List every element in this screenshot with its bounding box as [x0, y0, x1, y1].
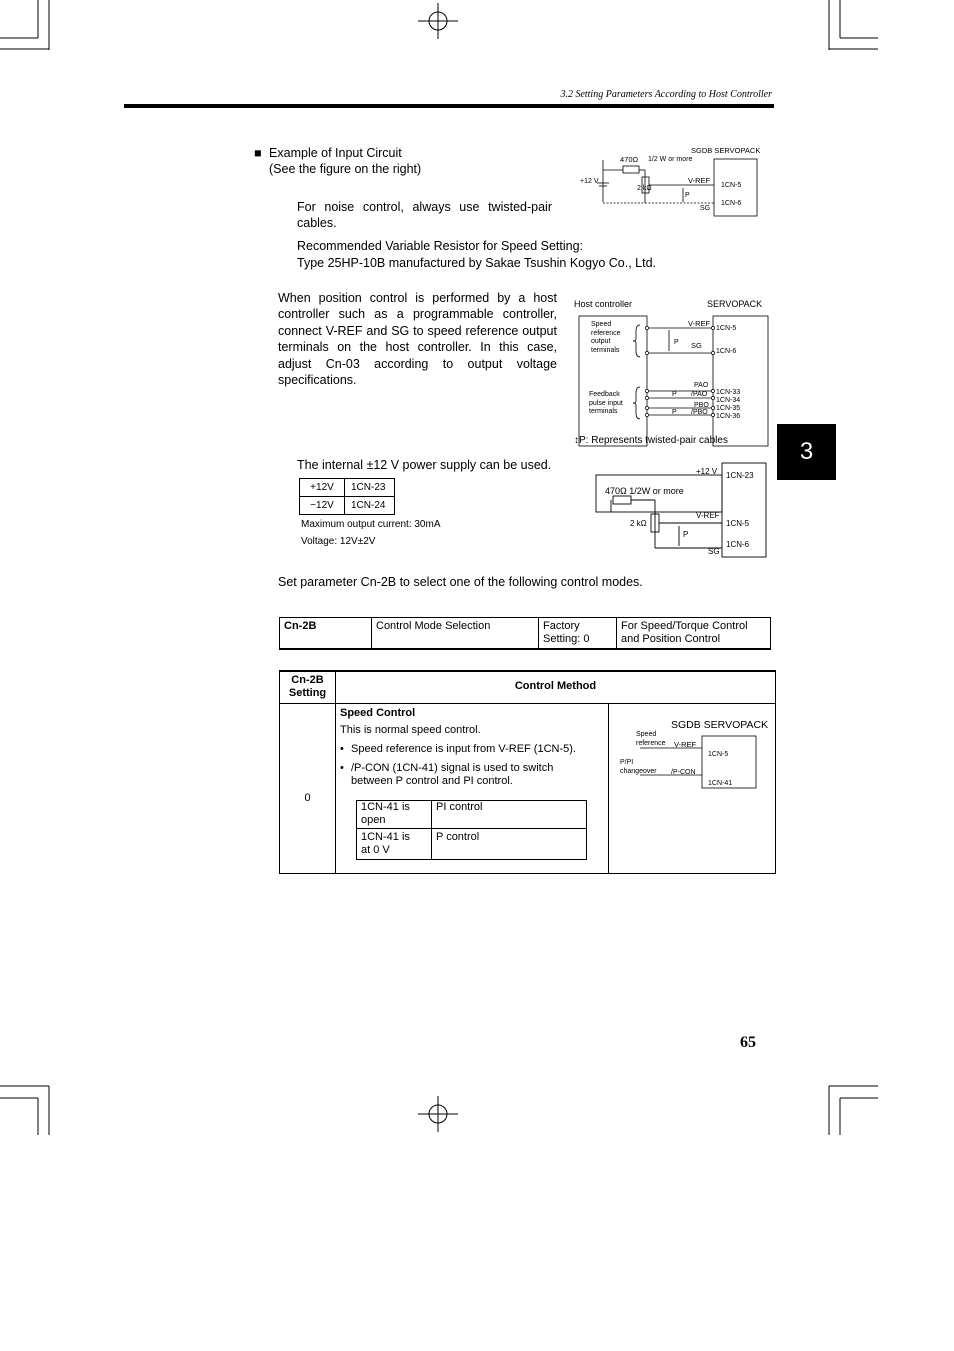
host-controller-diagram	[570, 295, 780, 455]
subtable-state-line2: open	[361, 814, 386, 826]
method-table	[279, 670, 776, 874]
fig2-legend: ↕P: Represents twisted-pair cables	[574, 435, 728, 446]
fig3-pin6: 1CN-6	[726, 540, 750, 549]
page-number: 65	[740, 1034, 756, 1051]
fig2-pin34: 1CN-34	[716, 397, 741, 404]
subtable-state-line1: 1CN-41 is	[361, 831, 410, 843]
fig3-pin5: 1CN-5	[726, 519, 750, 528]
fig1-supply: +12 V	[580, 178, 599, 185]
fig1-pin2: 1CN-6	[721, 200, 742, 207]
section-heading	[254, 145, 402, 161]
method-header-setting-2: Setting	[288, 687, 327, 699]
param-name: Control Mode Selection	[372, 618, 539, 649]
power-pin: 1CN-24	[345, 497, 395, 515]
fig4-vref: V-REF	[674, 740, 697, 749]
fig1-r1: 470Ω	[620, 155, 639, 164]
fig4-ppi-2: changeover	[620, 768, 657, 775]
fig4-speed-ref-1: Speed	[636, 731, 657, 738]
input-circuit-heading: Example of Input Circuit	[269, 146, 402, 160]
fig1-p: P	[685, 192, 690, 199]
table-row	[300, 497, 395, 515]
internal-supply-diagram	[595, 460, 770, 560]
mode-intro: Set parameter Cn-2B to select one of the following control modes.	[278, 575, 643, 589]
pcon-subtable	[356, 800, 587, 860]
fig2-p3: P	[672, 409, 677, 416]
fig1-vref: V-REF	[688, 176, 711, 185]
table-row	[300, 479, 395, 497]
param-factory-line1: Factory	[543, 620, 580, 632]
fig2-pin5: 1CN-5	[716, 325, 737, 332]
fig2-pin36: 1CN-36	[716, 413, 741, 420]
voltage-spec: Voltage: 12V±2V	[301, 536, 376, 547]
param-usage-line2: and Position Control	[621, 633, 721, 645]
fig2-servo-label: SERVOPACK	[707, 299, 763, 309]
running-title: 3.2 Setting Parameters According to Host Controller	[560, 89, 772, 100]
fig2-pbo-bar: /PBO	[691, 409, 708, 416]
method-title: Speed Control	[340, 707, 416, 719]
method-header-setting-1: Cn-2B	[291, 674, 324, 686]
fig1-pot: 2 kΩ	[637, 185, 652, 192]
fig3-p: P	[683, 530, 689, 539]
param-factory-line2: Setting: 0	[543, 633, 590, 645]
servo-box	[713, 316, 768, 446]
fig4-pin5: 1CN-5	[708, 751, 729, 758]
resistor-line-1: Recommended Variable Resistor for Speed Setting:	[297, 239, 584, 253]
param-usage-line1: For Speed/Torque Control	[621, 620, 748, 632]
power-intro: The internal ±12 V power supply can be used.	[297, 458, 552, 472]
fig2-host-label: Host controller	[574, 299, 633, 309]
fig2-p1: P	[674, 339, 679, 346]
fig1-title: SGDB SERVOPACK	[691, 146, 761, 155]
param-factory	[539, 618, 617, 649]
fig4-speed-ref-2: reference	[636, 740, 666, 747]
power-pin: 1CN-23	[345, 479, 395, 497]
fig2-pin6: 1CN-6	[716, 348, 737, 355]
fig3-vref: V-REF	[696, 511, 720, 520]
fig3-plus12: +12 V	[696, 467, 718, 476]
fig2-pao-bar: /PAO	[691, 391, 708, 398]
method-header-method: Control Method	[336, 672, 775, 704]
host-paragraph: When position control is performed by a host controller such as a programmable controller, connect V-REF and SG to speed reference output terminals on the host controller. In this case, adjust Cn-03 according to output voltage specifications.	[278, 291, 557, 388]
fig2-pin33: 1CN-33	[716, 389, 741, 396]
fig3-pin23: 1CN-23	[726, 471, 754, 480]
speed-control-diagram	[611, 708, 773, 798]
fig2-legend-text: P: Represents twisted-pair cables	[579, 435, 728, 446]
input-circuit-subheading: (See the figure on the right)	[269, 162, 422, 176]
fig4-pcon: /P-CON	[671, 769, 696, 776]
bullet-square: ■	[254, 146, 262, 160]
resistor-470	[613, 496, 631, 504]
fig2-pbo: PBO	[694, 402, 709, 409]
fig2-feedback-terminals: Feedback pulse input terminals	[589, 391, 623, 415]
method-bullet-2-text: /P-CON (1CN-41) signal is used to switch between P control and PI control.	[351, 762, 554, 787]
fig1-r1-rating: 1/2 W or more	[648, 156, 693, 163]
fig3-r1: 470Ω 1/2W or more	[605, 486, 684, 496]
chapter-number: 3	[799, 438, 814, 465]
method-bullet-1-text: Speed reference is input from V-REF (1CN-5).	[351, 743, 576, 755]
fig2-pin35: 1CN-35	[716, 405, 741, 412]
fig2-speed-terminals: Speed reference output terminals	[591, 321, 621, 354]
subtable-state-line1: 1CN-41 is	[361, 801, 410, 813]
fig2-pao: PAO	[694, 382, 709, 389]
power-voltage: +12V	[300, 479, 345, 497]
bullet-dot: •	[340, 743, 344, 755]
fig4-ppi-1: P/PI	[620, 759, 634, 766]
header-rule	[124, 104, 774, 108]
fig3-sg: SG	[708, 547, 720, 556]
fig2-sg: SG	[691, 341, 702, 350]
max-current: Maximum output current: 30mA	[301, 519, 441, 530]
method-bullet-1	[340, 743, 604, 756]
fig2-p2: P	[672, 391, 677, 398]
subtable-mode: PI control	[432, 801, 586, 829]
fig2-vref: V-REF	[688, 319, 711, 328]
noise-note: For noise control, always use twisted-pair cables.	[297, 200, 552, 230]
power-table	[299, 478, 395, 515]
chapter-tab	[777, 424, 836, 480]
param-usage	[617, 618, 771, 649]
bullet-dot: •	[340, 762, 344, 774]
param-code: Cn-2B	[280, 618, 372, 649]
resistor-470	[623, 166, 639, 173]
param-table	[279, 617, 771, 650]
power-voltage: −12V	[300, 497, 345, 515]
fig1-pin1: 1CN-5	[721, 182, 742, 189]
fig1-sg: SG	[700, 205, 711, 212]
method-description: This is normal speed control.	[340, 724, 481, 736]
subtable-mode: P control	[436, 831, 480, 843]
fig4-title: SGDB SERVOPACK	[671, 719, 769, 731]
subtable-state-line2: at 0 V	[361, 844, 390, 856]
fig4-pin41: 1CN-41	[708, 780, 733, 787]
method-header-setting	[280, 672, 336, 704]
resistor-line-2: Type 25HP-10B manufactured by Sakae Tsushin Kogyo Co., Ltd.	[297, 256, 657, 270]
fig3-pot: 2 kΩ	[630, 519, 647, 528]
method-setting-value: 0	[280, 704, 336, 873]
subtable-state	[357, 801, 432, 829]
subtable-state	[357, 829, 432, 859]
input-circuit-diagram	[575, 140, 775, 222]
method-bullet-2	[340, 762, 604, 788]
